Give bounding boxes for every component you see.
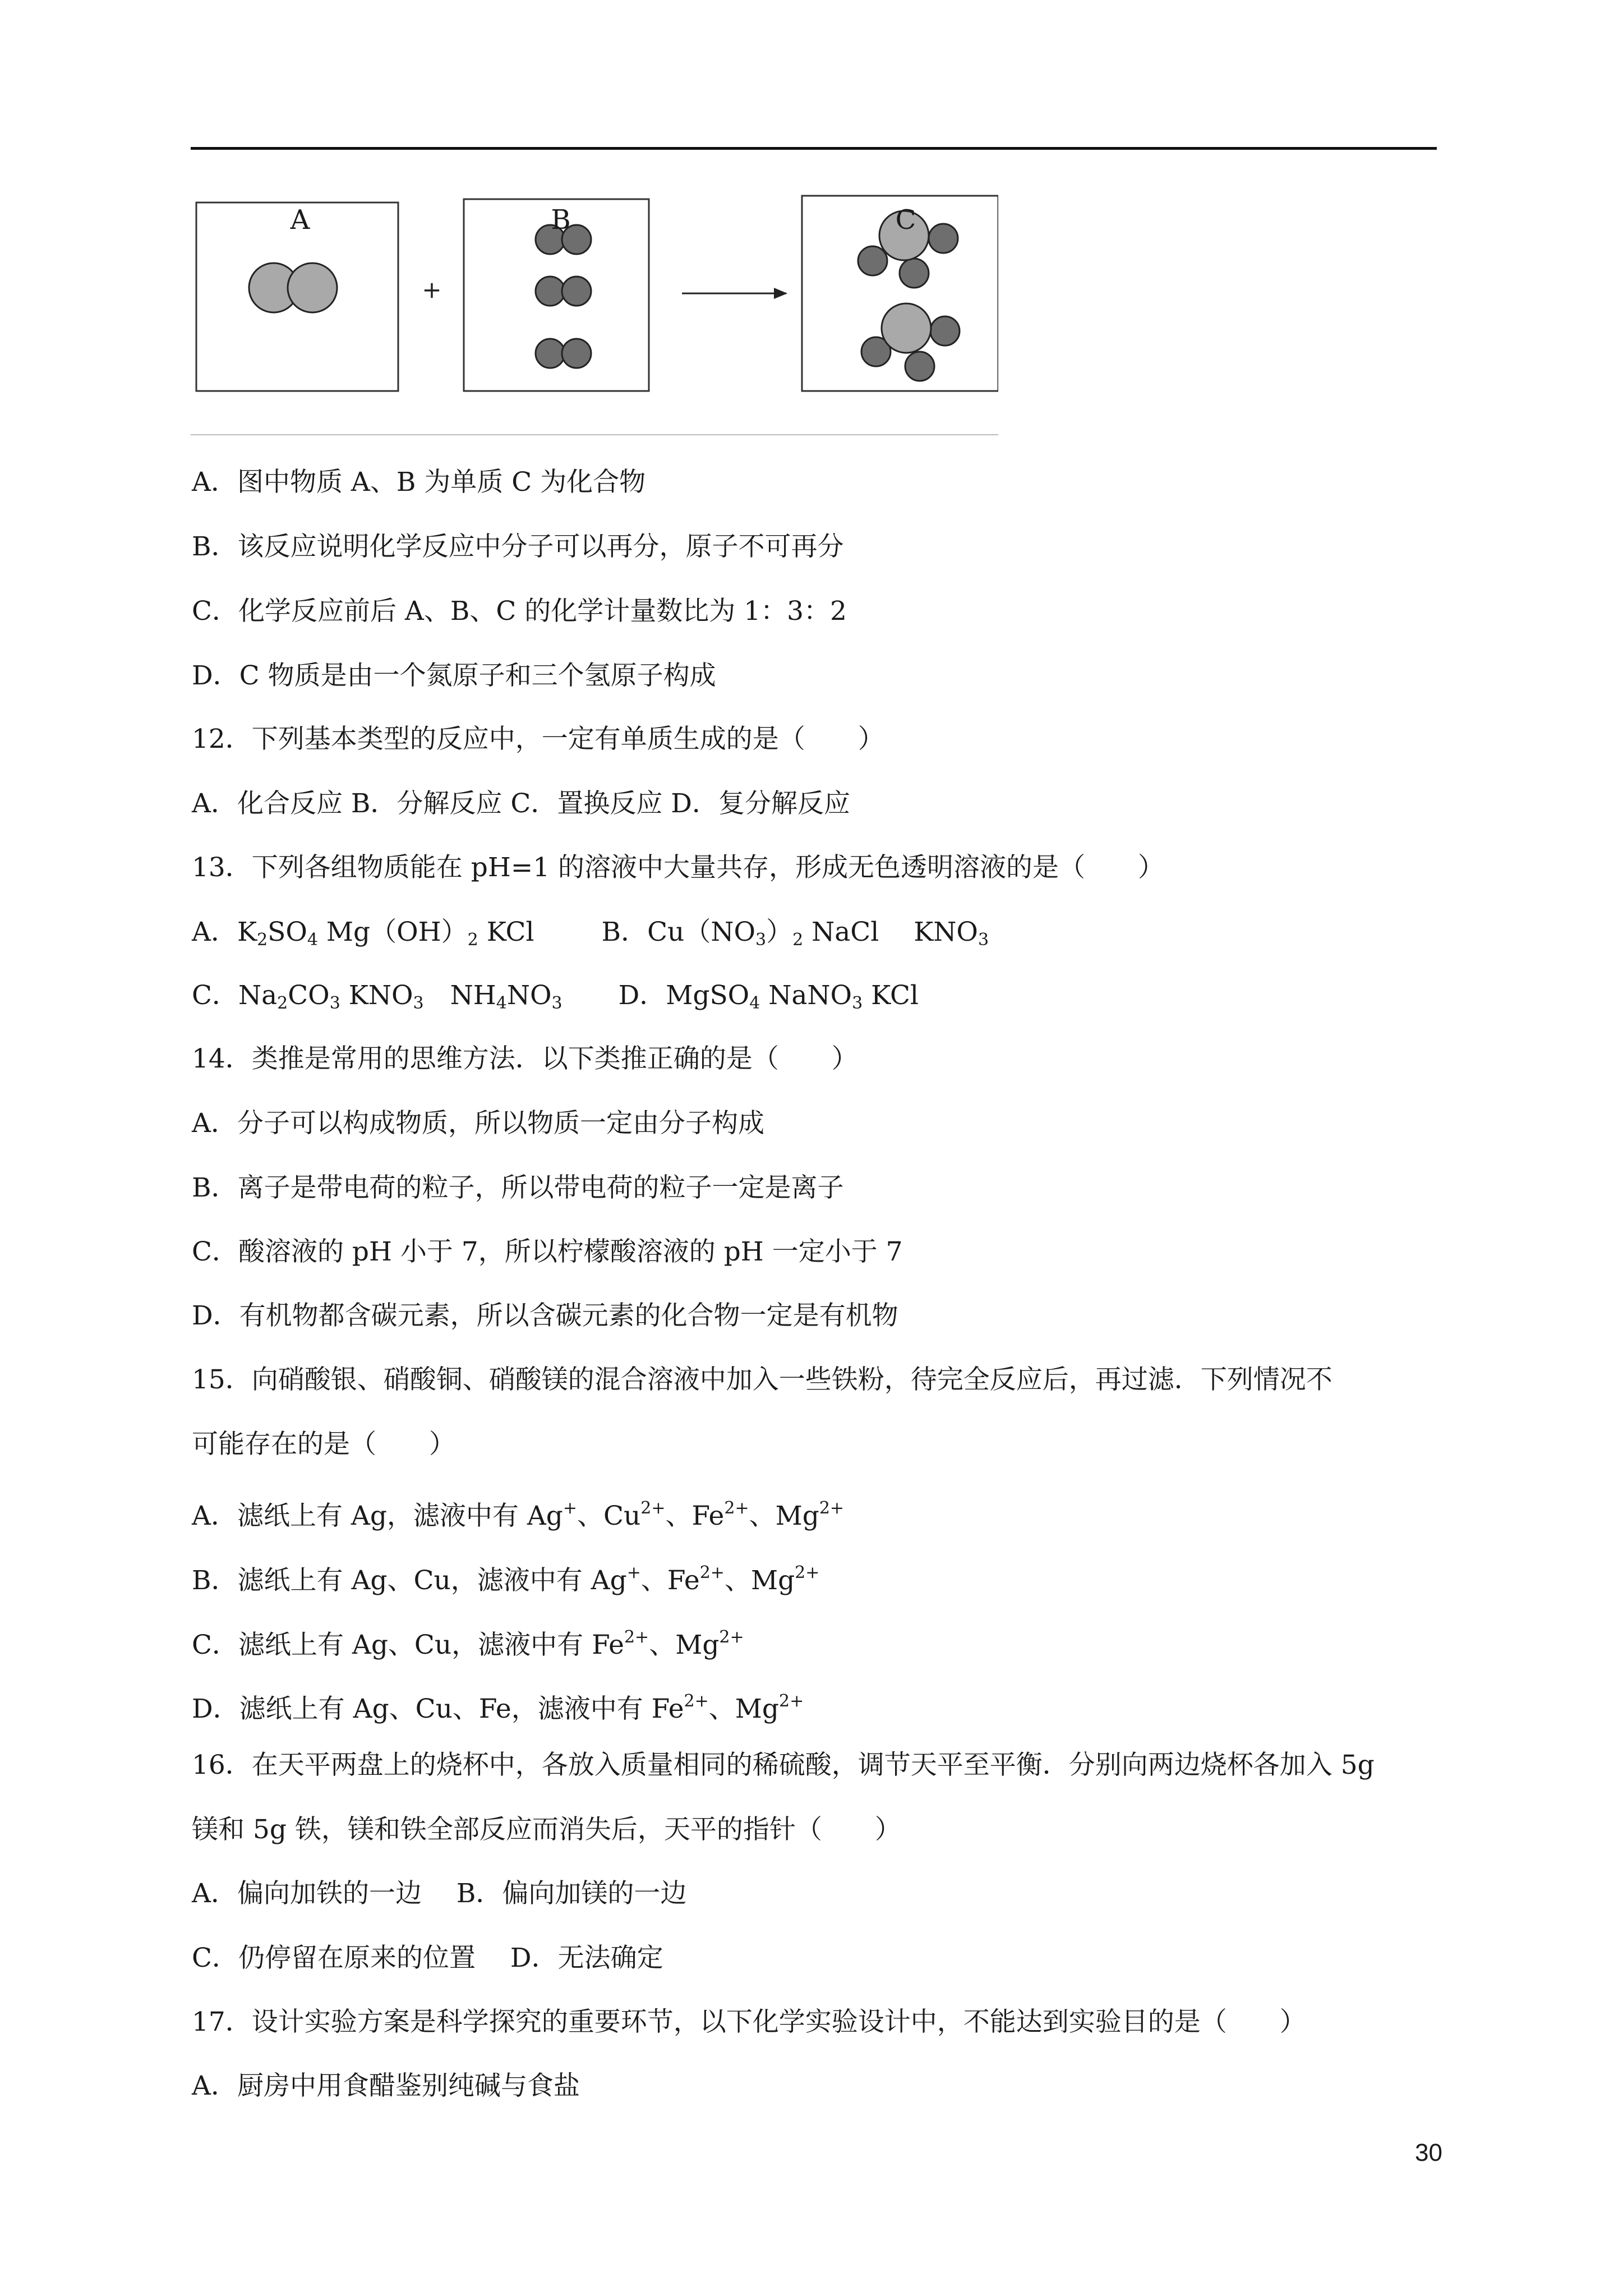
q17-stem: 17．设计实验方案是科学探究的重要环节，以下化学实验设计中，不能达到实验目的是（ ） xyxy=(192,2007,1306,2037)
q15-option-b: B．滤纸上有 Ag、Cu，滤液中有 Ag+、$Fe^{2+}$、$Mg^{2+}$ xyxy=(192,1563,820,1596)
atom-b-4 xyxy=(562,277,591,306)
figure-label-b: B xyxy=(551,204,571,236)
q13-option-a: A．$K_2SO_4$ $Mg(OH)_2$ KCl xyxy=(192,917,534,950)
q15-option-a: A．滤纸上有 Ag，滤液中有 Ag+、$Cu^{2+}$、$Fe^{2+}$、$Mg^{2+}$ xyxy=(192,1498,845,1531)
figure-label-a: A xyxy=(290,204,310,236)
atom-c-h1 xyxy=(858,246,887,275)
atom-a-2 xyxy=(288,263,337,312)
q16-stem-line2: 镁和 5g 铁，镁和铁全部反应而消失后，天平的指针（ ） xyxy=(192,1814,901,1845)
q13-option-c: C．$Na_2CO_3$ $KNO_3$ $NH_4NO_3$ xyxy=(192,980,562,1013)
plus-sign: + xyxy=(422,276,442,303)
q14-stem: 14．类推是常用的思维方法．以下类推正确的是（ ） xyxy=(192,1043,858,1074)
q17-option-a: A．厨房中用食醋鉴别纯碱与食盐 xyxy=(192,2070,580,2101)
atom-b-3 xyxy=(536,277,565,306)
atom-b-6 xyxy=(562,339,591,368)
q14-option-b: B．离子是带电荷的粒子，所以带电荷的粒子一定是离子 xyxy=(192,1172,844,1203)
q13-stem: 13．下列各组物质能在 pH=1 的溶液中大量共存，形成无色透明溶液的是（ ） xyxy=(192,852,1165,883)
q14-option-d: D．有机物都含碳元素，所以含碳元素的化合物一定是有机物 xyxy=(192,1300,898,1331)
q16-options-row1: A．偏向加铁的一边 B．偏向加镁的一边 xyxy=(192,1878,687,1909)
q15-stem-line2: 可能存在的是（ ） xyxy=(192,1429,455,1460)
q13-option-b: B．$Cu(NO_3)_2$ NaCl $KNO_3$ xyxy=(601,917,989,950)
atom-c-h2 xyxy=(900,259,929,288)
q15-option-c: C．滤纸上有 Ag、Cu，滤液中有 $Fe^{2+}$、$Mg^{2+}$ xyxy=(192,1627,744,1660)
atom-c-n2 xyxy=(882,303,931,353)
atom-b-5 xyxy=(536,339,565,368)
figure-label-c: C xyxy=(895,204,916,236)
arrow-head xyxy=(774,288,787,299)
page-number: 30 xyxy=(1415,2139,1442,2166)
atom-c-h3 xyxy=(929,224,958,253)
header-rule xyxy=(191,147,1437,150)
q16-options-row2: C．仍停留在原来的位置 D．无法确定 xyxy=(192,1943,663,1973)
q16-stem-line1: 16．在天平两盘上的烧杯中，各放入质量相同的稀硫酸，调节天平至平衡．分别向两边烧杯各加入 5g xyxy=(192,1750,1375,1780)
q15-stem-line1: 15．向硝酸银、硝酸铜、硝酸镁的混合溶液中加入一些铁粉，待完全反应后，再过滤．下列情况不 xyxy=(192,1364,1332,1395)
q12-options: A．化合反应 B．分解反应 C．置换反应 D．复分解反应 xyxy=(192,788,850,819)
atom-c-h5 xyxy=(905,352,934,381)
q13-option-d: D．MgSO$_4$ NaNO$_3$ KCl xyxy=(618,980,919,1013)
q13-options-row2 xyxy=(192,976,919,1023)
q13-options-row1 xyxy=(192,913,989,960)
q12-stem: 12．下列基本类型的反应中，一定有单质生成的是（ ） xyxy=(192,724,884,754)
q11-option-c: C．化学反应前后 A、B、C 的化学计量数比为 1：3：2 xyxy=(192,596,847,627)
q11-option-b: B．该反应说明化学反应中分子可以再分，原子不可再分 xyxy=(192,531,844,562)
q14-option-a: A．分子可以构成物质，所以物质一定由分子构成 xyxy=(192,1108,764,1139)
atom-c-h6 xyxy=(930,316,960,346)
q15-option-d: D．滤纸上有 Ag、Cu、Fe，滤液中有 $Fe^{2+}$、$Mg^{2+}$ xyxy=(192,1691,804,1724)
q11-option-d: D．C 物质是由一个氮原子和三个氢原子构成 xyxy=(192,660,716,691)
q14-option-c: C．酸溶液的 pH 小于 7，所以柠檬酸溶液的 pH 一定小于 7 xyxy=(192,1236,903,1267)
q11-option-a: A．图中物质 A、B 为单质 C 为化合物 xyxy=(192,467,646,498)
